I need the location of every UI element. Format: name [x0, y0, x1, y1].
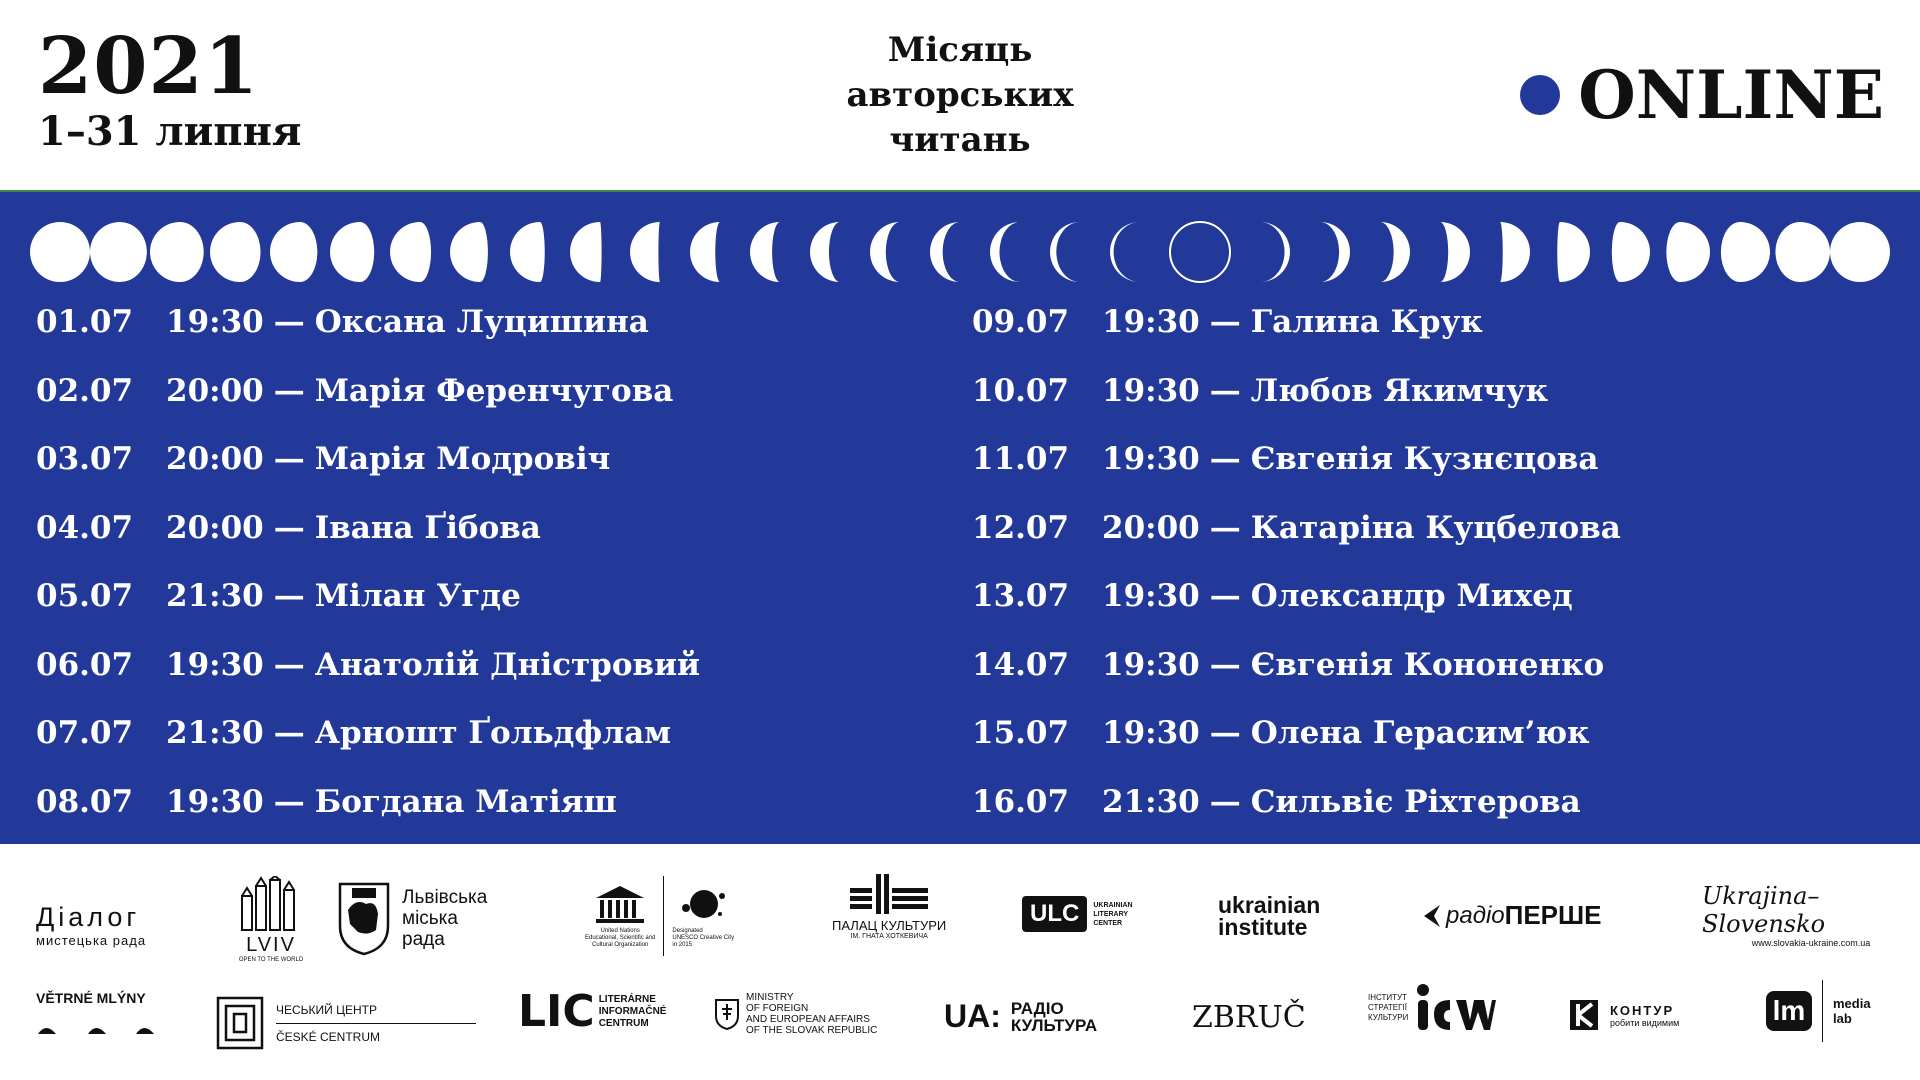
logo-unesco	[585, 876, 734, 956]
schedule-time: 19:30	[166, 304, 264, 341]
kontur-b: робити видимим	[1610, 1017, 1680, 1028]
logo-lviv-council	[336, 880, 487, 956]
moon-phase-icon	[1110, 222, 1140, 282]
moon-phase-icon	[150, 222, 204, 282]
ministry-text: MINISTRY OF FOREIGN AND EUROPEAN AFFAIRS OF THE SLOVAK REPUBLIC	[746, 992, 878, 1036]
schedule-author: Мілан Угде	[314, 578, 521, 615]
schedule-author: Сильвіє Ріхтерова	[1250, 783, 1581, 820]
unesco-text: United Nations Educational, Scientific and Cultural Organization	[585, 927, 656, 948]
lviv-towers-icon	[238, 876, 304, 932]
windmills-icon	[36, 1018, 156, 1038]
logo-zbruc	[1192, 1000, 1306, 1035]
schedule-date: 11.07	[972, 441, 1070, 478]
radio-pershe-b: ПЕРШЕ	[1504, 900, 1602, 930]
logo-czech-centre	[216, 996, 476, 1050]
logo-palace-of-culture	[832, 874, 946, 940]
dates-label: 1–31 липня	[38, 108, 302, 155]
moon-phase-icon	[1380, 222, 1410, 282]
moon-phase-icon	[30, 222, 90, 282]
schedule-dash: —	[273, 304, 305, 341]
logo-lviv	[238, 876, 304, 963]
schedule-date: 07.07	[36, 715, 134, 752]
schedule-author: Марія Модровіч	[314, 441, 611, 478]
schedule-dash: —	[273, 715, 305, 752]
lviv-council-text: Львівська міська рада	[402, 886, 488, 950]
moon-phase-icon	[930, 222, 960, 282]
schedule-author: Любов Якимчук	[1250, 372, 1549, 409]
schedule-time: 19:30	[1102, 372, 1200, 409]
schedule-author: Катаріна Куцбелова	[1250, 509, 1621, 546]
schedule-panel	[0, 190, 1920, 844]
schedule-time: 21:30	[166, 715, 264, 752]
schedule-row	[36, 631, 700, 700]
media-lab-divider	[1822, 980, 1823, 1042]
media-lab-mark: lm	[1766, 991, 1812, 1031]
moon-phase-icon	[1050, 222, 1080, 282]
schedule-date: 01.07	[36, 304, 134, 341]
schedule-row	[972, 562, 1621, 631]
schedule-row	[36, 357, 700, 426]
schedule-time: 20:00	[166, 441, 264, 478]
moon-phase-icon	[630, 222, 660, 282]
dialog-sub: мистецька рада	[36, 933, 147, 948]
online-dot-icon	[1520, 75, 1560, 115]
moon-phase-icon	[1260, 222, 1290, 282]
kontur-a: КОНТУР	[1610, 1002, 1675, 1018]
schedule-time: 20:00	[1102, 509, 1200, 546]
schedule-dash: —	[1209, 646, 1241, 683]
schedule-row	[36, 768, 700, 837]
moon-phase-icon	[1440, 222, 1470, 282]
header	[0, 0, 1920, 190]
schedule-date: 14.07	[972, 646, 1070, 683]
schedule-author: Олександр Михед	[1250, 578, 1573, 615]
radio-pershe-arrow-icon	[1420, 903, 1442, 929]
logo-vetrne-mlyny	[36, 990, 156, 1038]
isc-text: ІНСТИТУТ СТРАТЕГІЇ КУЛЬТУРИ	[1368, 993, 1409, 1022]
schedule-dash: —	[273, 578, 305, 615]
schedule-row	[972, 768, 1621, 837]
schedule-time: 19:30	[1102, 715, 1200, 752]
logo-kontur	[1566, 996, 1679, 1034]
palace-title: ПАЛАЦ КУЛЬТУРИ	[832, 918, 947, 933]
lic-text: LITERÁRNE INFORMAČNÉ CENTRUM	[598, 993, 667, 1029]
lviv-word: LVIV	[246, 934, 296, 956]
schedule-time: 20:00	[166, 372, 264, 409]
media-lab-text: media lab	[1833, 996, 1871, 1026]
logo-isc	[1368, 980, 1496, 1036]
ua-radio-text: РАДІО КУЛЬТУРА	[1010, 998, 1098, 1035]
schedule-row	[972, 425, 1621, 494]
title-line-1: Місяць	[887, 30, 1033, 70]
schedule-author: Євгенія Кузнєцова	[1250, 441, 1599, 478]
schedule-row	[972, 631, 1621, 700]
isc-mark-icon	[1414, 980, 1496, 1036]
moon-phase-icon	[1612, 222, 1650, 282]
online-label: ONLINE	[1578, 56, 1884, 134]
moon-phase-icon	[450, 222, 488, 282]
moon-phase-icon	[1320, 222, 1350, 282]
schedule-time: 19:30	[1102, 578, 1200, 615]
schedule-row	[972, 494, 1621, 563]
logo-ministry	[714, 992, 877, 1036]
moon-phase-icon	[810, 222, 840, 282]
logo-media-lab	[1766, 980, 1871, 1042]
online-badge	[1520, 56, 1884, 134]
moon-phase-icon	[270, 222, 317, 282]
moon-phase-icon	[510, 222, 545, 282]
schedule-row	[36, 562, 700, 631]
schedule-dash: —	[1209, 715, 1241, 752]
schedule-author: Марія Ференчугова	[314, 372, 674, 409]
schedule-dash: —	[1209, 578, 1241, 615]
schedule-dash: —	[273, 646, 305, 683]
moon-phase-icon	[1775, 222, 1830, 282]
moon-phases	[0, 210, 1920, 294]
schedule-dash: —	[273, 509, 305, 546]
schedule-author: Івана Ґібова	[314, 509, 541, 546]
schedule-author: Анатолій Дністровий	[314, 646, 701, 683]
moon-phase-icon	[870, 222, 900, 282]
lviv-sub: OPEN TO THE WORLD	[238, 957, 304, 963]
schedule-author: Олена Герасим’юк	[1250, 715, 1590, 752]
ukrajina-slovensko-word: Ukrajina–Slovensko	[1702, 882, 1826, 938]
unesco-divider	[663, 876, 664, 956]
moon-phase-icon	[210, 222, 261, 282]
schedule-date: 12.07	[972, 509, 1070, 546]
schedule-date: 16.07	[972, 783, 1070, 820]
moon-phase-icon	[1830, 222, 1890, 282]
schedule-date: 06.07	[36, 646, 134, 683]
schedule-time: 21:30	[166, 578, 264, 615]
moon-phase-icon	[1170, 222, 1230, 282]
moon-phase-icon	[1666, 222, 1710, 282]
unesco-temple-icon	[592, 884, 648, 924]
schedule-date: 13.07	[972, 578, 1070, 615]
schedule-time: 20:00	[166, 509, 264, 546]
moon-phase-icon	[690, 222, 720, 282]
schedule-dash: —	[273, 783, 305, 820]
schedule-row	[36, 288, 700, 357]
moon-phase-icon	[90, 222, 147, 282]
ukrajina-slovensko-url: www.slovakia-ukraine.com.ua	[1751, 938, 1871, 948]
kontur-mark-icon	[1566, 996, 1602, 1034]
lviv-coat-of-arms-icon	[336, 880, 392, 956]
schedule-dash: —	[273, 372, 305, 409]
schedule-row	[972, 288, 1621, 357]
logo-lic	[518, 986, 666, 1037]
moon-phase-icon	[990, 222, 1020, 282]
moon-phase-icon	[1500, 222, 1530, 282]
czech-centre-b: ČESKÉ CENTRUM	[276, 1029, 381, 1044]
schedule-time: 21:30	[1102, 783, 1200, 820]
schedule-time: 19:30	[1102, 646, 1200, 683]
year-label: 2021	[38, 21, 260, 112]
schedule-date: 04.07	[36, 509, 134, 546]
schedule-time: 19:30	[1102, 304, 1200, 341]
logo-ulc	[1022, 896, 1133, 932]
czech-centre-line	[276, 1023, 476, 1024]
title-line-3: читань	[889, 120, 1031, 160]
partner-logos	[0, 846, 1920, 1080]
moon-phase-icon	[1721, 222, 1770, 282]
lic-mark: LIC	[518, 986, 595, 1037]
schedule-time: 19:30	[1102, 441, 1200, 478]
moon-phase-icon	[1557, 222, 1590, 282]
moon-phase-icon	[330, 222, 374, 282]
vetrne-mlyny-text: VĚTRNÉ MLÝNY	[36, 990, 146, 1006]
schedule-row	[36, 494, 700, 563]
ulc-mark: ULC	[1022, 896, 1087, 932]
slovak-coat-of-arms-icon	[714, 998, 740, 1030]
palace-sub: ІМ. ГНАТА ХОТКЕВИЧА	[850, 933, 928, 940]
moon-phase-icon	[750, 222, 780, 282]
logo-radio-pershe	[1420, 900, 1601, 931]
schedule-dash: —	[1209, 509, 1241, 546]
schedule-row	[36, 699, 700, 768]
title-line-2: авторських	[846, 75, 1074, 115]
schedule-date: 03.07	[36, 441, 134, 478]
schedule-author: Богдана Матіяш	[314, 783, 617, 820]
schedule-dash: —	[1209, 304, 1241, 341]
schedule-author: Оксана Луцишина	[314, 304, 649, 341]
schedule-date: 09.07	[972, 304, 1070, 341]
schedule-dash: —	[273, 441, 305, 478]
schedule-time: 19:30	[166, 783, 264, 820]
radio-pershe-a: радіо	[1446, 901, 1505, 929]
moon-phase-icon	[390, 222, 431, 282]
logo-ua-radio-kultura	[944, 998, 1097, 1035]
schedule-author: Арношт Ґольдфлам	[314, 715, 672, 752]
schedule-row	[972, 699, 1621, 768]
dialog-word: Діалог	[36, 902, 141, 932]
schedule-column-left	[36, 288, 700, 836]
palace-building-icon	[850, 874, 928, 918]
creative-city-text: Designated UNESCO Creative City in 2015	[672, 927, 735, 948]
schedule-row	[972, 357, 1621, 426]
schedule-date: 10.07	[972, 372, 1070, 409]
logo-dialog	[36, 902, 146, 948]
schedule-time: 19:30	[166, 646, 264, 683]
schedule-row	[36, 425, 700, 494]
ua-radio-mark: UA:	[944, 998, 1001, 1034]
logo-ukrainian-institute	[1218, 894, 1320, 938]
creative-city-ink-icon	[672, 884, 732, 924]
schedule-dash: —	[1209, 783, 1241, 820]
schedule-author: Євгенія Кононенко	[1250, 646, 1605, 683]
schedule-date: 02.07	[36, 372, 134, 409]
ulc-text: UKRAINIAN LITERARY CENTER	[1093, 901, 1133, 927]
schedule-column-right	[972, 288, 1621, 836]
czech-centre-maze-icon	[216, 996, 264, 1050]
czech-centre-a: ЧЕСЬКИЙ ЦЕНТР	[276, 1002, 377, 1017]
schedule-dash: —	[1209, 441, 1241, 478]
schedule-date: 15.07	[972, 715, 1070, 752]
ukrainian-institute-text: ukrainian institute	[1218, 892, 1321, 940]
logo-ukrajina-slovensko	[1702, 882, 1920, 948]
zbruc-text: ZBRUČ	[1192, 1000, 1306, 1035]
schedule-author: Галина Крук	[1250, 304, 1483, 341]
event-title	[760, 28, 1160, 163]
moon-phase-icon	[570, 222, 602, 282]
schedule-date: 08.07	[36, 783, 134, 820]
schedule-dash: —	[1209, 372, 1241, 409]
schedule-date: 05.07	[36, 578, 134, 615]
